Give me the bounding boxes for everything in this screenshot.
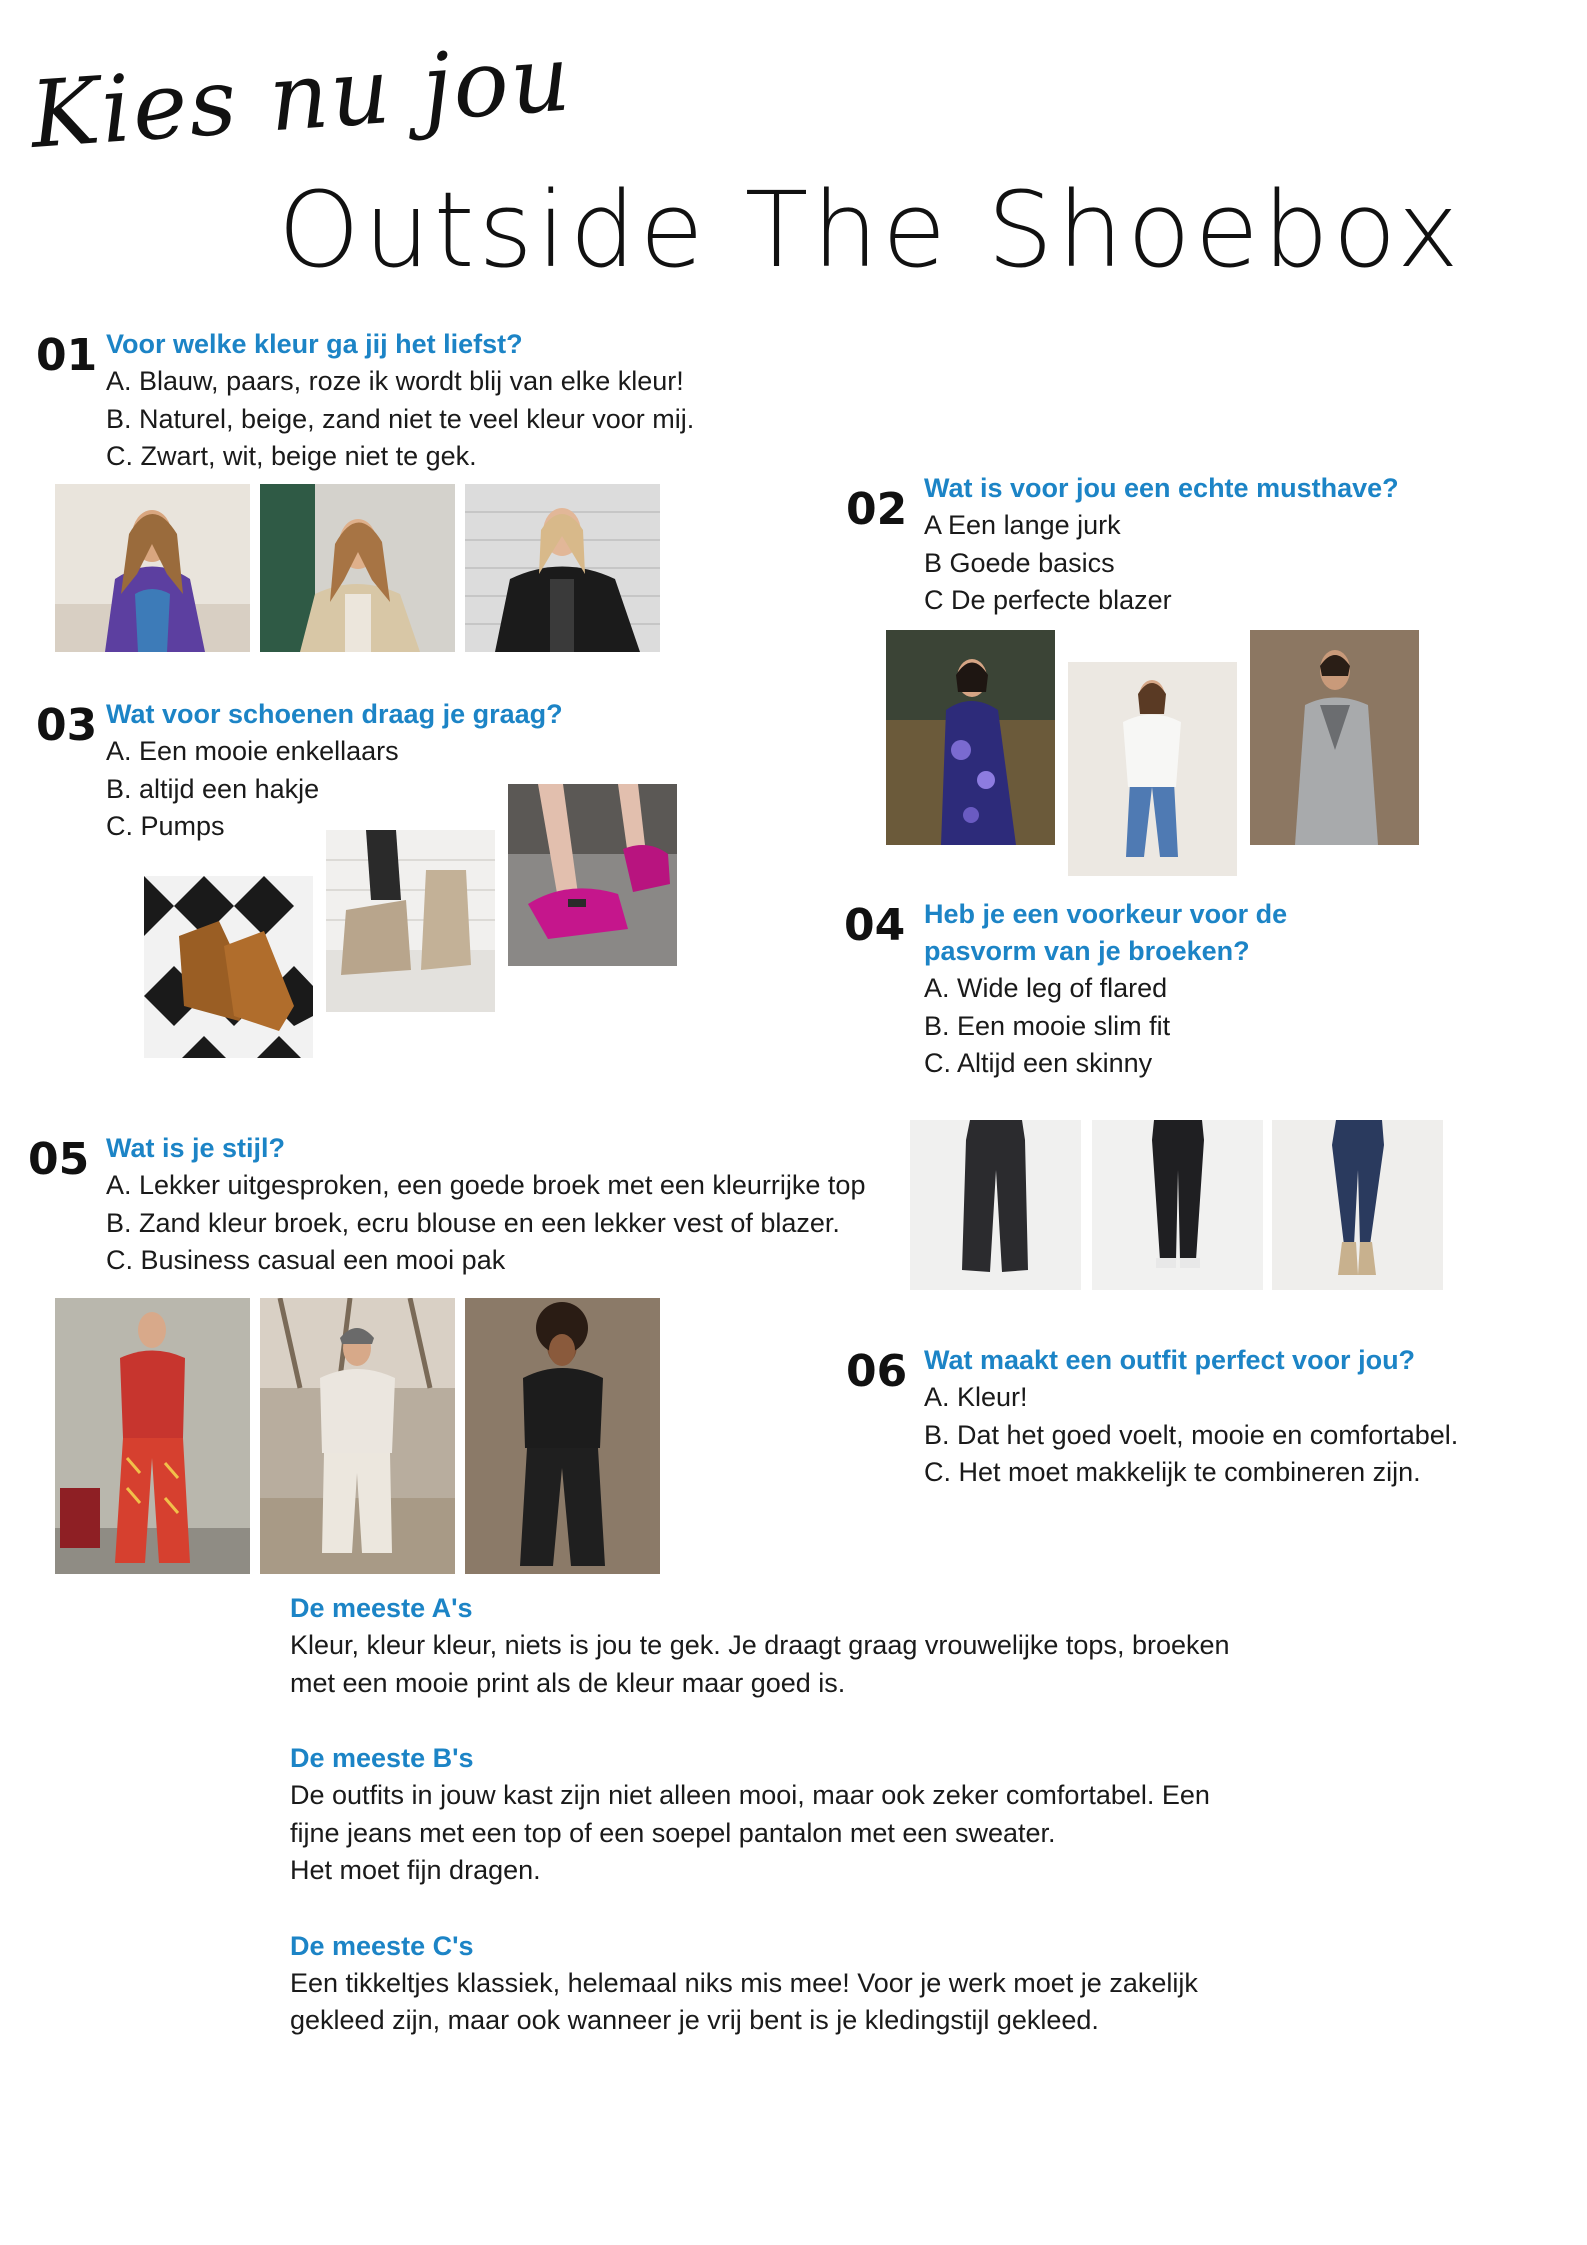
photo-slim-fit-jeans: [1092, 1120, 1263, 1290]
answer-option: C. Altijd een skinny: [924, 1048, 1153, 1078]
question-text: Wat is voor jou een echte musthave?: [924, 473, 1399, 503]
photo-colorful-blouse-woman: [55, 484, 250, 652]
result-heading: De meeste C's: [290, 1930, 474, 1961]
answer-option: B. Een mooie slim fit: [924, 1010, 1171, 1041]
photo-skinny-jeans: [1272, 1120, 1443, 1290]
question-block-05: [106, 1130, 865, 1280]
question-text-line: pasvorm van je broeken?: [924, 936, 1250, 966]
answer-option: B. Naturel, beige, zand niet te veel kleur voor mij.: [106, 403, 695, 434]
photo-wide-leg-jeans: [910, 1120, 1081, 1290]
answer-option: C. Zwart, wit, beige niet te gek.: [106, 441, 477, 471]
answer-option: C. Het moet makkelijk te combineren zijn.: [924, 1457, 1421, 1487]
result-line: Een tikkeltjes klassiek, helemaal niks mis mee! Voor je werk moet je zakelijk: [290, 1967, 1198, 1998]
question-number: 05: [28, 1134, 90, 1185]
results-section: [290, 1590, 1390, 2040]
result-line: met een mooie print als de kleur maar goed is.: [290, 1667, 846, 1698]
answer-option: C De perfecte blazer: [924, 585, 1172, 615]
result-line: Het moet fijn dragen.: [290, 1855, 541, 1885]
question-text-line: Heb je een voorkeur voor de: [924, 899, 1288, 929]
photo-beige-jacket-woman: [260, 484, 455, 652]
question-text: Wat voor schoenen draag je graag?: [106, 699, 563, 729]
result-line: Kleur, kleur kleur, niets is jou te gek. Je draagt graag vrouwelijke tops, broeken: [290, 1630, 1230, 1660]
answer-option: A. Een mooie enkellaars: [106, 736, 399, 766]
script-heading: Kies nu jou: [27, 24, 576, 169]
question-number: 06: [846, 1346, 908, 1397]
question-number: 03: [36, 700, 98, 751]
photo-beige-wedge-boots: [326, 830, 495, 1012]
page-title: Outside The Shoebox: [278, 169, 1463, 291]
answer-option: C. Business casual een mooi pak: [106, 1245, 506, 1275]
question-block-04: [924, 896, 1287, 1083]
question-block-01: [106, 326, 694, 476]
answer-option: B. Dat het goed voelt, mooie en comfortabel.: [924, 1419, 1459, 1450]
photo-black-leather-jacket-woman: [465, 484, 660, 652]
question-block-03: [106, 696, 563, 846]
answer-option: A. Kleur!: [924, 1382, 1028, 1412]
photo-grey-blazer-suit: [1250, 630, 1419, 845]
photo-long-purple-dress: [886, 630, 1055, 845]
question-block-02: [924, 470, 1399, 620]
answer-option: A. Wide leg of flared: [924, 973, 1168, 1003]
answer-option: A. Lekker uitgesproken, een goede broek met een kleurrijke top: [106, 1170, 866, 1200]
question-block-06: [924, 1342, 1458, 1492]
result-block-b: [290, 1740, 1390, 1890]
result-line: fijne jeans met een top of een soepel pantalon met een sweater.: [290, 1817, 1056, 1848]
answer-option: B. altijd een hakje: [106, 773, 320, 804]
question-text: Voor welke kleur ga jij het liefst?: [106, 329, 523, 359]
answer-option: B Goede basics: [924, 547, 1115, 578]
result-line: gekleed zijn, maar ook wanneer je vrij bent is je kledingstijl gekleed.: [290, 2005, 1099, 2035]
photo-magenta-pumps: [508, 784, 677, 966]
answer-option: C. Pumps: [106, 811, 225, 841]
photo-white-blouse-flared-jeans: [1068, 662, 1237, 876]
question-text: Wat maakt een outfit perfect voor jou?: [924, 1345, 1416, 1375]
result-line: De outfits in jouw kast zijn niet alleen mooi, maar ook zeker comfortabel. Een: [290, 1780, 1210, 1810]
answer-option: A Een lange jurk: [924, 510, 1121, 540]
question-number: 04: [844, 900, 906, 951]
photo-black-business-suit: [465, 1298, 660, 1574]
result-block-a: [290, 1590, 1390, 1702]
question-text: Wat is je stijl?: [106, 1133, 286, 1163]
photo-red-patterned-outfit: [55, 1298, 250, 1574]
result-heading: De meeste A's: [290, 1593, 473, 1623]
photo-cream-puffer-outfit: [260, 1298, 455, 1574]
photo-brown-ankle-boots: [144, 876, 313, 1058]
result-heading: De meeste B's: [290, 1743, 474, 1773]
question-number: 02: [846, 484, 908, 535]
answer-option: A. Blauw, paars, roze ik wordt blij van elke kleur!: [106, 366, 684, 396]
question-number: 01: [36, 330, 98, 381]
result-block-c: [290, 1928, 1390, 2040]
answer-option: B. Zand kleur broek, ecru blouse en een lekker vest of blazer.: [106, 1207, 840, 1238]
